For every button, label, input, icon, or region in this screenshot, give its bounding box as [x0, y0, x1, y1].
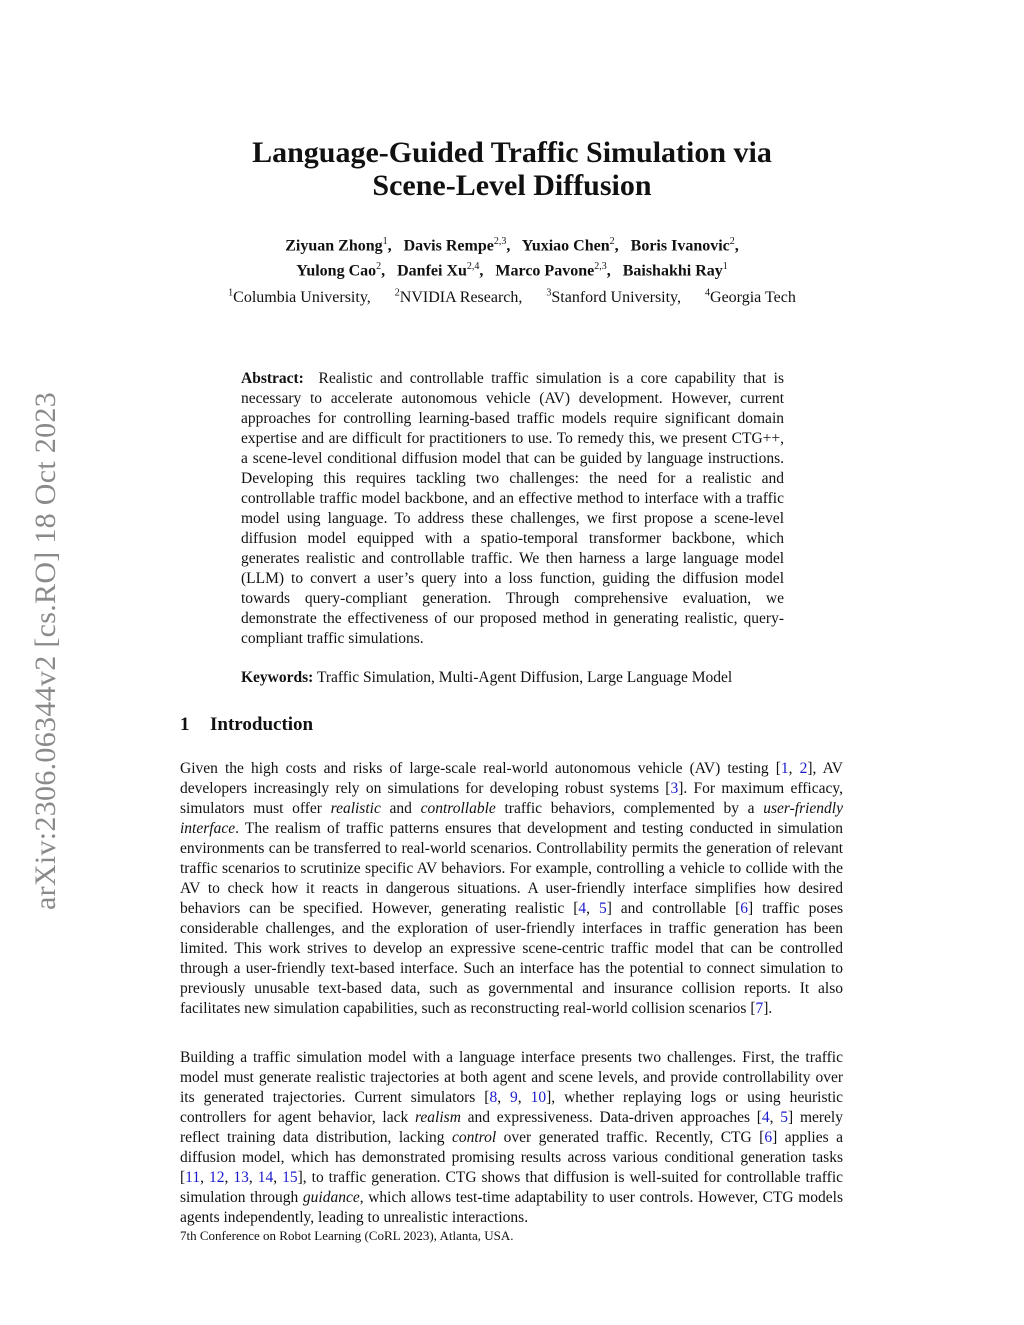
author-line-2: Yulong Cao$^2$, Danfei Xu$^{2,4}$, Marco Pavone$^{2,3}$, Baishakhi Ray$^1$	[296, 261, 728, 280]
affiliation-name: Stanford University,	[551, 289, 682, 307]
text-run: ].	[763, 1000, 773, 1017]
affiliation-name: Columbia University,	[233, 289, 371, 307]
text-run: and expressiveness. Data-driven approaches [	[460, 1109, 762, 1126]
affiliation	[228, 289, 371, 306]
emphasis: controllable	[420, 800, 496, 817]
title-line-1: Language-Guided Traffic Simulation via	[252, 136, 772, 169]
citation-link[interactable]: 15	[282, 1169, 298, 1186]
text-run: ] merely reflect training data distribution, lacking	[180, 1109, 843, 1146]
text-run: and	[380, 800, 421, 817]
text-run: ], whether replaying logs or using heuristic controllers for agent behavior, lack	[180, 1089, 844, 1126]
citation-link[interactable]: 4	[578, 900, 587, 917]
text-run: ,	[497, 1089, 511, 1106]
affiliation-number: 3	[546, 288, 552, 299]
paper-title	[0, 136, 1024, 202]
author-name: Boris Ivanovic	[630, 237, 730, 255]
arxiv-id: arXiv:2306.06344v2 [cs.RO] 18 Oct 2023	[29, 391, 62, 911]
text-run: . The realism of traffic patterns ensures that development and testing conducted in simulation environments can be transferred to real-world scenarios. Controllability permits the generation of relevant traffic scenarios to scrutinize specific AV behaviors. For example, controlling a vehicle to collide with the AV to check how it reacts in dangerous situations. A user-friendly interface simplifies how desired behaviors can be specified. However, generating realistic [	[180, 820, 843, 917]
author-name: Yulong Cao	[296, 262, 377, 280]
text-run: traffic behaviors, complemented by a	[495, 800, 764, 817]
emphasis: user-friendly interface	[180, 800, 843, 837]
citation-link[interactable]: 10	[530, 1089, 547, 1106]
text-run: ,	[200, 1169, 209, 1186]
citation-link[interactable]: 12	[208, 1169, 225, 1186]
author-name: Baishakhi Ray	[622, 262, 723, 280]
keywords-label: Keywords:	[241, 669, 314, 686]
affiliation	[546, 289, 681, 306]
section-heading	[180, 714, 313, 736]
text-run: over generated traffic. Recently, CTG [	[496, 1129, 765, 1146]
section-number: 1	[180, 714, 190, 735]
citation-link[interactable]: 5	[780, 1109, 789, 1126]
citation-link[interactable]: 7	[755, 1000, 764, 1017]
affiliation-name: Georgia Tech	[710, 289, 796, 307]
author-affiliation: 2,4	[466, 261, 480, 273]
author-affiliation: 2	[609, 236, 615, 247]
text-run: ,	[273, 1169, 283, 1186]
conference-footer: 7th Conference on Robot Learning (CoRL 2023), Atlanta, USA.	[180, 1228, 514, 1243]
text-run: ,	[248, 1169, 258, 1186]
affiliation-list	[0, 288, 1024, 307]
keywords-text: Traffic Simulation, Multi-Agent Diffusion, Large Language Model	[316, 669, 733, 686]
citation-link[interactable]: 6	[764, 1129, 773, 1146]
author-affiliation: 2	[376, 261, 382, 273]
text-run: ] and controllable [	[606, 900, 741, 917]
author-affiliation: 2,3	[493, 236, 507, 247]
arxiv-watermark	[16, 356, 76, 946]
author-name: Davis Rempe	[403, 237, 494, 255]
author-affiliation: 2,3	[594, 261, 607, 273]
emphasis: realistic	[330, 800, 381, 817]
author-name: Yuxiao Chen	[521, 237, 610, 255]
citation-link[interactable]: 3	[670, 780, 679, 797]
section-title: Introduction	[210, 714, 314, 735]
text-run: ], to traffic generation. CTG shows that diffusion is well-suited for controllable traffic simulation through	[180, 1169, 844, 1206]
affiliation-name: NVIDIA Research,	[399, 289, 523, 307]
text-run: ] traffic poses considerable challenges, and the exploration of user-friendly interfaces in traffic generation has been limited. This work strives to develop an expressive scene-centric traffic model that can be controlled through a user-friendly text-based interface. Such an interface has the potential to connect simulation to previously unusable text-based data, such as governmental and insurance collision reports. It also facilitates new simulation capabilities, such as reconstructing real-world collision scenarios [	[180, 900, 844, 1017]
text-run: Given the high costs and risks of large-scale real-world autonomous vehicle (AV) testing [	[180, 760, 781, 777]
author-line-1: Ziyuan Zhong$^1$, Davis Rempe$^{2,3}$, Yuxiao Chen$^2$, Boris Ivanovic$^2$,	[285, 236, 739, 255]
author-name: Danfei Xu	[397, 262, 467, 280]
text-run: Building a traffic simulation model with a language interface presents two challenges. First, the traffic model must generate realistic trajectories at both agent and scene levels, and provide controllability over its generated trajectories. Current simulators [	[180, 1049, 843, 1106]
text-run: ,	[788, 760, 800, 777]
author-name: Marco Pavone	[495, 262, 595, 280]
author-affiliation: 2	[729, 236, 735, 247]
citation-link[interactable]: 9	[510, 1089, 518, 1106]
text-run: ,	[586, 900, 599, 917]
affiliation-number: 1	[228, 288, 234, 299]
citation-link[interactable]: 8	[489, 1089, 498, 1106]
text-run: ] applies a diffusion model, which has demonstrated promising results across various conditional generation tasks [	[180, 1129, 844, 1186]
abstract-label: Abstract:	[241, 370, 304, 387]
citation-link[interactable]: 2	[799, 760, 808, 777]
paragraph-1	[180, 759, 843, 1019]
author-affiliation: 1	[382, 236, 388, 247]
citation-link[interactable]: 11	[185, 1169, 201, 1186]
citation-link[interactable]: 5	[598, 900, 607, 917]
text-run: ,	[769, 1109, 781, 1126]
title-line-2: Scene-Level Diffusion	[372, 169, 652, 202]
paragraph-2	[180, 1048, 843, 1228]
citation-link[interactable]: 4	[761, 1109, 770, 1126]
emphasis: guidance	[302, 1189, 360, 1206]
text-run: , which allows test-time adaptability to user controls. However, CTG models agents independently, leading to unrealistic interactions.	[180, 1189, 843, 1226]
text-run: ]. For maximum efficacy, simulators must offer	[180, 780, 843, 817]
citation-link[interactable]: 1	[780, 760, 789, 777]
abstract-text: Realistic and controllable traffic simulation is a core capability that is necessary to accelerate autonomous vehicle (AV) development. However, current approaches for controlling learning-based traffic models require significant domain expertise and are difficult for practitioners to use. To remedy this, we present CTG++, a scene-level conditional diffusion model that can be guided by language instructions. Developing this requires tackling two challenges: the need for a realistic and controllable traffic model backbone, and an effective method to interface with a traffic model using language. To address these challenges, we first propose a scene-level diffusion model equipped with a spatio-temporal transformer backbone, which generates realistic and controllable traffic. We then harness a large language model (LLM) to convert a user’s query into a loss function, guiding the diffusion model towards query-compliant generation. Through comprehensive evaluation, we demonstrate the effectiveness of our proposed method in generating realistic, query-compliant traffic simulations.	[241, 370, 785, 647]
author-name: Ziyuan Zhong	[285, 237, 383, 255]
text-run: ,	[224, 1169, 234, 1186]
citation-link[interactable]: 13	[233, 1169, 249, 1186]
affiliation-number: 4	[705, 288, 711, 299]
affiliation-number: 2	[394, 288, 400, 299]
citation-link[interactable]: 6	[740, 900, 748, 917]
affiliation	[395, 289, 523, 306]
author-affiliation: 1	[722, 261, 728, 273]
text-run: ,	[517, 1089, 531, 1106]
emphasis: realism	[414, 1109, 461, 1126]
text-run: ], AV developers increasingly rely on simulations for developing robust systems [	[180, 760, 843, 797]
affiliation	[705, 289, 796, 306]
citation-link[interactable]: 14	[257, 1169, 274, 1186]
emphasis: control	[451, 1129, 497, 1146]
author-list	[0, 231, 1024, 282]
keywords	[241, 668, 801, 688]
abstract	[241, 369, 784, 649]
